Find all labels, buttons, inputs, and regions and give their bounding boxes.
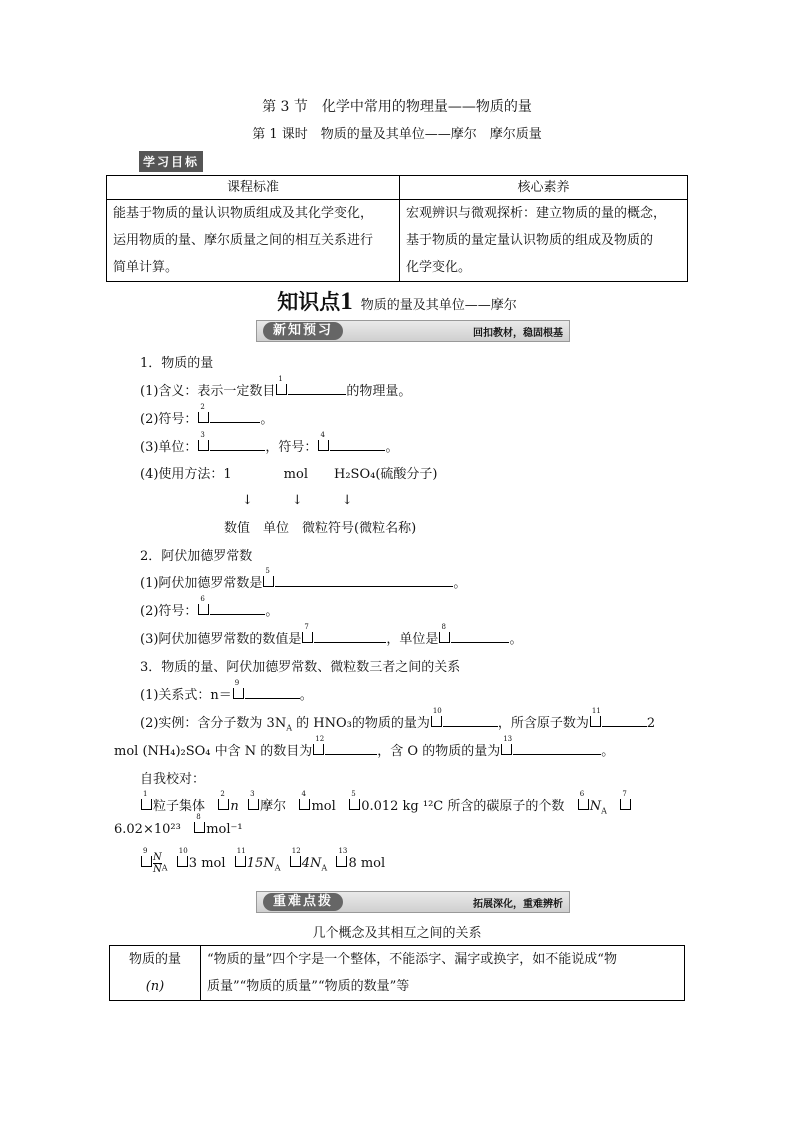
text: (1)关系式：n＝ (140, 688, 232, 703)
blank (602, 713, 647, 727)
section1-line5: 数值 单位 微粒符号(微粒名称) (224, 521, 417, 536)
kp-title: 物质的量及其单位——摩尔 (360, 298, 517, 313)
goals-col1-line: 能基于物质的量认识物质组成及其化学变化， (113, 206, 374, 221)
answer-3: 摩尔 (260, 799, 287, 814)
answer-4: mol (311, 799, 336, 814)
row-body-line: “物质的量”四个字是一个整体，不能添字、漏字或换字，如不能说成“物 (207, 952, 617, 967)
text: (3)单位： (140, 440, 198, 455)
answers-line1 (140, 790, 632, 816)
section1-line4: (4)使用方法：1 mol H₂SO₄(硫酸分子) (140, 467, 438, 482)
answer-box-icon: 5 (349, 799, 360, 810)
subscript: A (286, 723, 292, 733)
goals-col1-header: 课程标准 (107, 176, 400, 200)
goals-col2-header: 核心素养 (400, 176, 688, 200)
concepts-row-body (201, 946, 685, 1001)
goals-col1-line: 简单计算。 (113, 260, 179, 275)
banner-subtitle: 拓展深化，重难辨析 (473, 899, 563, 910)
goals-col2-line: 基于物质的量定量认识物质的组成及物质的 (406, 233, 654, 248)
blank (314, 629, 386, 643)
text: ，所含原子数为 (497, 716, 589, 731)
text: mol (NH₄)₂SO₄ 中含 N 的数目为 (114, 744, 313, 759)
fraction-numerator: N (153, 852, 162, 863)
blank (325, 741, 377, 755)
concepts-title: 几个概念及其相互之间的关系 (312, 926, 482, 941)
row-body-line: 质量”“物质的质量”“物质的数量”等 (207, 979, 410, 994)
answer-box-icon: 8 (439, 632, 450, 643)
text: (2)实例：含分子数为 3N (140, 716, 287, 731)
text: ，单位是 (386, 632, 439, 647)
blank (210, 437, 265, 451)
text: ，符号： (265, 440, 318, 455)
fraction (153, 852, 162, 875)
answer-12: 4N (301, 856, 322, 871)
answers-heading: 自我校对： (140, 772, 206, 787)
answer-box-icon: 10 (431, 716, 442, 727)
goals-col2-cell (400, 200, 688, 282)
section3-line3: mol (NH₄)₂SO₄ 中含 N 的数目为 12 ，含 O 的物质的量为 13 。 (114, 735, 615, 759)
blank (245, 685, 300, 699)
subscript: A (274, 863, 281, 873)
blank (513, 741, 601, 755)
answer-box-icon: 1 (141, 799, 152, 810)
blank (451, 629, 509, 643)
section2-line3: (3)阿伏加德罗常数的数值是 7 ，单位是 8 。 (140, 623, 523, 647)
fraction-denominator: N (153, 864, 162, 875)
banner-label: 新知预习 (263, 322, 343, 340)
answer-box-icon: 13 (501, 744, 512, 755)
answer-box-icon: 9 (141, 856, 152, 867)
section1-line3: (3)单位： 3 ，符号： 4 。 (140, 431, 399, 455)
text: (2)符号： (140, 604, 198, 619)
goals-col2-line: 化学变化。 (406, 260, 472, 275)
subscript: A (321, 863, 328, 873)
text: (1)含义：表示一定数目 (140, 384, 276, 399)
kp-prefix: 知识点 (277, 290, 341, 314)
text: (2)符号： (140, 412, 198, 427)
answer-box-icon: 3 (248, 799, 259, 810)
banner-preview (256, 320, 570, 342)
goals-col1-cell (107, 200, 400, 282)
answer-box-icon: 11 (235, 856, 246, 867)
answer-box-icon: 11 (590, 716, 601, 727)
answer-box-icon: 13 (336, 856, 347, 867)
subscript: A (161, 863, 168, 873)
answer-box-icon: 1 (276, 384, 287, 395)
blank (288, 381, 346, 395)
blank (210, 601, 265, 615)
subscript: A (601, 806, 607, 816)
answer-box-icon: 9 (233, 688, 244, 699)
answer-box-icon: 5 (263, 576, 274, 587)
answer-6: N (589, 799, 602, 814)
section2-heading: 2．阿伏加德罗常数 (140, 549, 253, 564)
text: 的物理量。 (346, 384, 412, 399)
section1-arrows: ↓ ↓ ↓ (242, 493, 353, 508)
answers-line2 (114, 813, 243, 837)
section3-heading: 3．物质的量、阿伏加德罗常数、微粒数三者之间的关系 (140, 660, 461, 675)
answers-line3 (140, 847, 386, 875)
section3-line2: (2)实例：含分子数为 $3N_A$ 的 HNO₃的物质的量为 10 ，所含原子数为 11 2 (140, 707, 656, 733)
answer-box-icon: 2 (218, 799, 229, 810)
answer-box-icon: 6 (578, 799, 589, 810)
row-head-symbol: (n) (145, 979, 165, 994)
answer-8: mol⁻¹ (206, 822, 243, 837)
row-head-line: 物质的量 (128, 952, 181, 967)
answer-2: n (230, 799, 239, 814)
answer-11: 15N (246, 856, 275, 871)
section-title: 第 3 节 化学中常用的物理量——物质的量 (262, 99, 532, 115)
section2-line2: (2)符号： 6 。 (140, 595, 279, 619)
answer-1: 粒子集体 (153, 799, 206, 814)
text: (1)阿伏加德罗常数是 (140, 576, 263, 591)
answer-box-icon: 7 (302, 632, 313, 643)
section1-heading: 1．物质的量 (140, 356, 214, 371)
blank (330, 437, 385, 451)
lesson-title: 第 1 课时 物质的量及其单位——摩尔 摩尔质量 (252, 127, 542, 142)
text: (3)阿伏加德罗常数的数值是 (140, 632, 302, 647)
section2-line1: (1)阿伏加德罗常数是 5 。 (140, 567, 467, 591)
banner-label: 重难点拨 (263, 893, 343, 911)
knowledge-point-heading (0, 286, 794, 316)
text: 的 HNO₃的物质的量为 (291, 716, 430, 731)
goals-col1-line: 运用物质的量、摩尔质量之间的相互关系进行 (113, 233, 374, 248)
answer-box-icon: 12 (313, 744, 324, 755)
section1-line2: (2)符号： 2 。 (140, 403, 274, 427)
answer-box-icon: 3 (198, 440, 209, 451)
answer-10: 3 mol (188, 856, 226, 871)
goals-col2-line: 宏观辨识与微观探析：建立物质的量的概念， (406, 206, 667, 221)
goals-badge: 学习目标 (139, 151, 203, 172)
blank (210, 409, 260, 423)
banner-subtitle: 回扣教材，稳固根基 (473, 328, 563, 339)
blank (443, 713, 498, 727)
answer-box-icon: 4 (299, 799, 310, 810)
blank (275, 573, 453, 587)
answer-box-icon: 12 (290, 856, 301, 867)
goals-table (106, 175, 688, 282)
answer-box-icon: 2 (198, 412, 209, 423)
answer-13: 8 mol (348, 856, 386, 871)
answer-box-icon: 8 (194, 822, 205, 833)
banner-key-points (256, 891, 570, 913)
concepts-table (109, 945, 685, 1001)
answer-5: 0.012 kg ¹²C 所含的碳原子的个数 (361, 799, 565, 814)
answer-box-icon: 10 (177, 856, 188, 867)
answer-box-icon: 6 (198, 604, 209, 615)
section1-line1 (140, 375, 412, 399)
concepts-row-head (110, 946, 201, 1001)
answer-7: 6.02×10²³ (114, 822, 181, 837)
answer-box-icon: 4 (318, 440, 329, 451)
kp-number: 1 (340, 288, 353, 315)
answer-box-icon: 7 (620, 799, 631, 810)
section3-line1: (1)关系式：n＝ 9 。 (140, 679, 313, 703)
text: ，含 O 的物质的量为 (377, 744, 501, 759)
